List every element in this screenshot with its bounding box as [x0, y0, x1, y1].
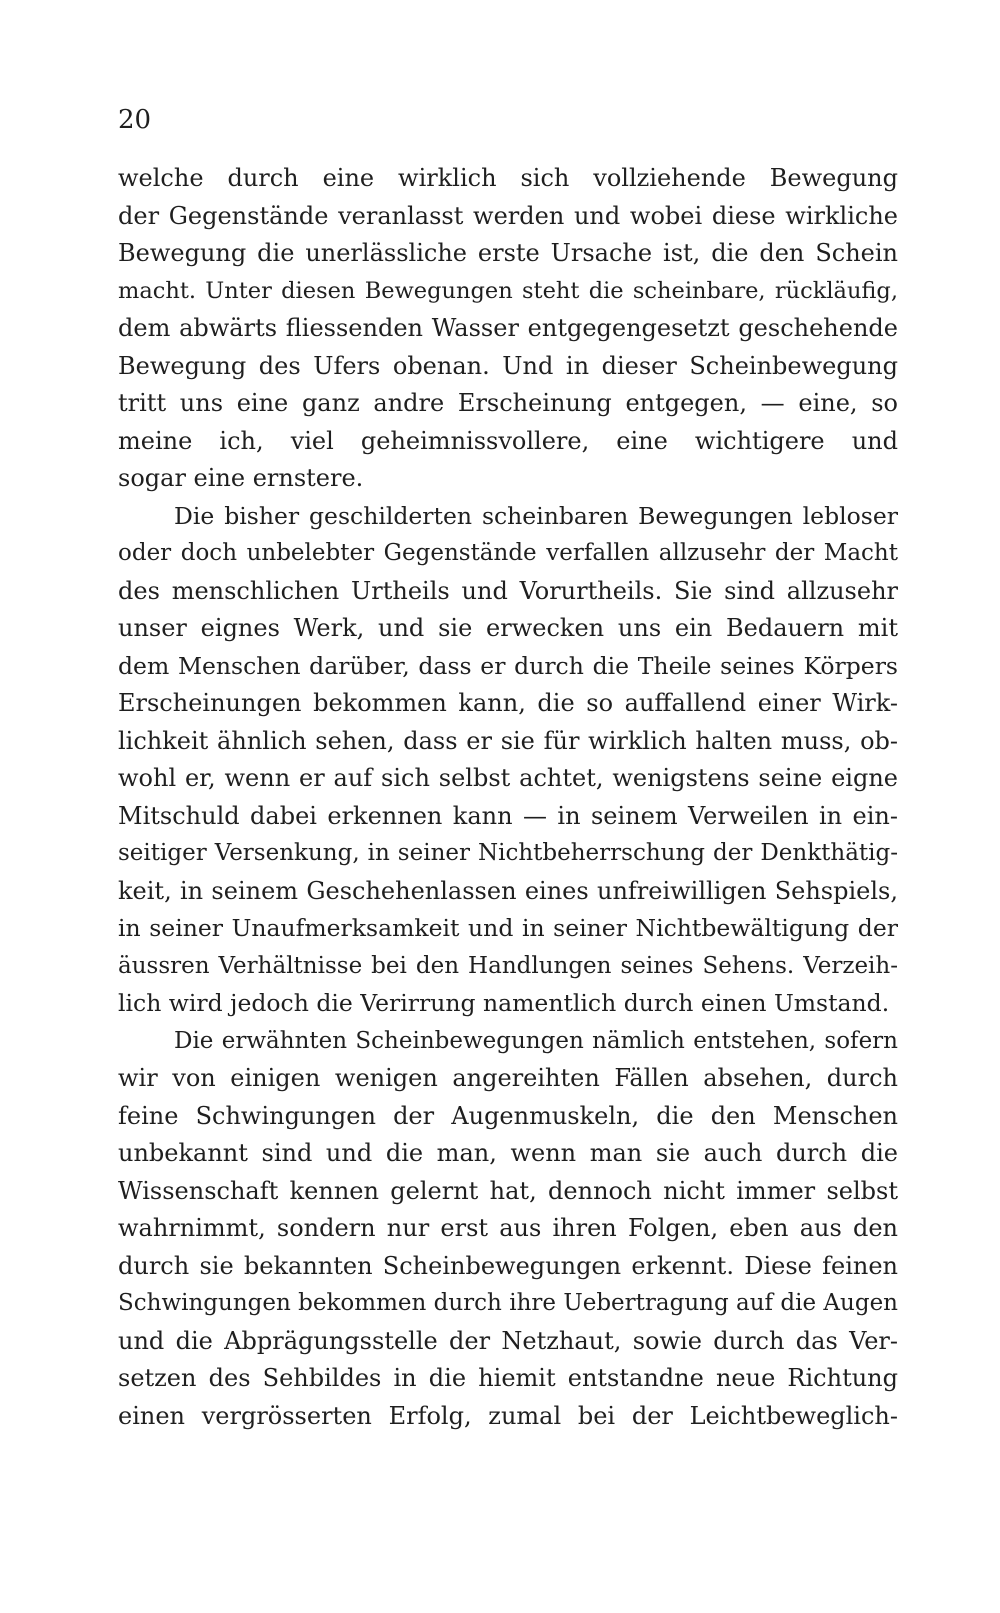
text-line: oder doch unbelebter Gegenstände verfallen allzusehr der Macht: [118, 540, 898, 566]
text-line: Die erwähnten Scheinbewegungen nämlich entstehen, sofern: [174, 1027, 898, 1054]
body-text: [118, 160, 898, 1435]
text-line: sogar eine ernstere.: [118, 464, 364, 492]
text-line: wohl er, wenn er auf sich selbst achtet, wenigstens seine eigne: [118, 764, 898, 792]
text-line: der Gegenstände veranlasst werden und wobei diese wirkliche: [118, 201, 898, 230]
text-line: unbekannt sind und die man, wenn man sie auch durch die: [118, 1139, 898, 1167]
text-line: Bewegung des Ufers obenan. Und in dieser Scheinbewegung: [118, 351, 898, 380]
text-line: tritt uns eine ganz andre Erscheinung entgegen, — eine, so: [118, 389, 898, 417]
text-line: lich wird jedoch die Verirrung namentlich durch einen Umstand.: [118, 989, 890, 1017]
text-line: durch sie bekannten Scheinbewegungen erkennt. Diese feinen: [118, 1251, 898, 1280]
text-line: macht. Unter diesen Bewegungen steht die scheinbare, rückläufig,: [118, 277, 898, 304]
text-line: Schwingungen bekommen durch ihre Uebertragung auf die Augen: [118, 1290, 898, 1316]
text-line: keit, in seinem Geschehenlassen eines unfreiwilligen Sehspiels,: [118, 876, 898, 905]
text-line: seitiger Versenkung, in seiner Nichtbeherrschung der Denkthätig-: [118, 840, 898, 866]
text-line: äussren Verhältnisse bei den Handlungen seines Sehens. Verzeih-: [118, 952, 898, 979]
text-line: wahrnimmt, sondern nur erst aus ihren Folgen, eben aus den: [118, 1214, 898, 1242]
text-line: feine Schwingungen der Augenmuskeln, die den Menschen: [118, 1101, 898, 1130]
text-line: dem Menschen darüber, dass er durch die Theile seines Körpers: [118, 651, 898, 680]
text-line: dem abwärts fliessenden Wasser entgegengesetzt geschehende: [118, 314, 898, 342]
text-line: meine ich, viel geheimnissvollere, eine wichtigere und: [118, 426, 898, 455]
text-line: wir von einigen wenigen angereihten Fällen absehen, durch: [118, 1064, 898, 1092]
text-line: Wissenschaft kennen gelernt hat, dennoch nicht immer selbst: [118, 1176, 898, 1205]
text-line: des menschlichen Urtheils und Vorurtheils. Sie sind allzusehr: [118, 576, 898, 605]
text-line: Erscheinungen bekommen kann, die so auffallend einer Wirk-: [118, 689, 898, 717]
text-line: und die Abprägungsstelle der Netzhaut, sowie durch das Ver-: [118, 1326, 898, 1355]
text-line: lichkeit ähnlich sehen, dass er sie für wirklich halten muss, ob-: [118, 726, 898, 755]
text-line: setzen des Sehbildes in die hiemit entstandne neue Richtung: [118, 1364, 898, 1392]
text-line: unser eignes Werk, und sie erwecken uns ein Bedauern mit: [118, 614, 898, 642]
text-line: Die bisher geschilderten scheinbaren Bewegungen lebloser: [174, 501, 898, 530]
text-line: in seiner Unaufmerksamkeit und in seiner Nichtbewältigung der: [118, 914, 898, 942]
text-line: welche durch eine wirklich sich vollziehende Bewegung: [118, 164, 898, 192]
text-line: einen vergrösserten Erfolg, zumal bei der Leichtbeweglich-: [118, 1401, 898, 1430]
text-line: Mitschuld dabei erkennen kann — in seinem Verweilen in ein-: [118, 801, 898, 830]
text-line: Bewegung die unerlässliche erste Ursache ist, die den Schein: [118, 239, 898, 267]
page-number: 20: [118, 105, 152, 135]
